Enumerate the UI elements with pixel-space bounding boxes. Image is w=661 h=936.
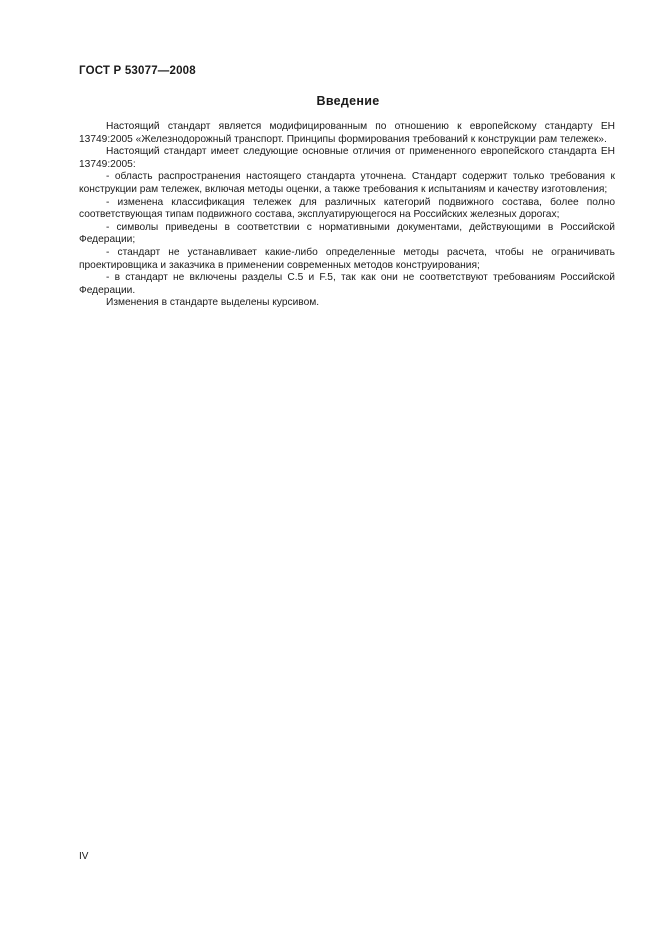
page-number: IV — [79, 851, 89, 862]
section-title-text: Введение — [316, 94, 380, 108]
standard-code-header: ГОСТ Р 53077—2008 — [79, 65, 196, 77]
list-item-scope: - область распространения настоящего стандарта уточнена. Стандарт содержит только требования к конструкции рам тележек, включая методы оценки, а также требования к испытаниям и качеству изготовления; — [79, 171, 615, 195]
list-item-excluded-sections: - в стандарт не включены разделы С.5 и F.5, так как они не соответствуют требованиям Российской Федерации. — [79, 272, 615, 296]
list-item-classification: - изменена классификация тележек для различных категорий подвижного состава, более полно соответствующая типам подвижного состава, эксплуатирующегося на Российских железных дорогах; — [79, 196, 615, 221]
paragraph-differences-intro: Настоящий стандарт имеет следующие основные отличия от примененного европейского стандарта ЕН 13749:2005: — [79, 146, 615, 170]
paragraph-changes-note: Изменения в стандарте выделены курсивом. — [106, 297, 320, 309]
body-text — [79, 121, 615, 310]
list-item-symbols: - символы приведены в соответствии с нормативными документами, действующими в Российской Федерации; — [79, 221, 615, 246]
list-item-methods: - стандарт не устанавливает какие-либо определенные методы расчета, чтобы не ограничивать проектировщика и заказчика в применении современных методов конструирования; — [79, 246, 615, 271]
section-title — [79, 94, 615, 108]
paragraph-scope-statement: Настоящий стандарт является модифицированным по отношению к европейскому стандарту ЕН 13749:2005 «Железнодорожный транспорт. Принципы формирования требований к конструкции рам тележек». — [79, 121, 615, 145]
